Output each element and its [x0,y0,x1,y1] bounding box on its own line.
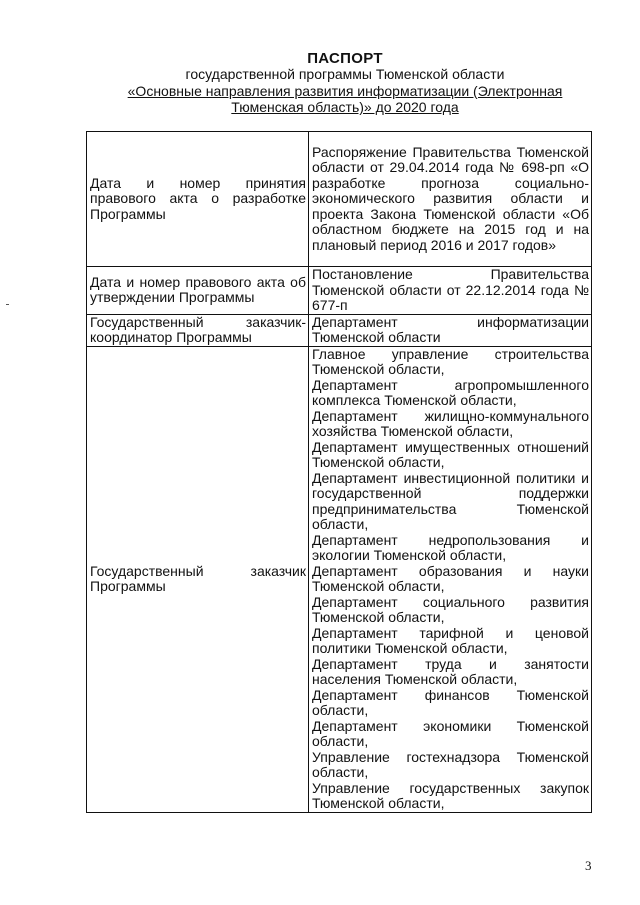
table-row [87,267,592,315]
list-item: Управление государственных закупок Тюменской области, [312,779,589,811]
row-value: Департамент информатизации Тюменской области [309,314,592,346]
list-item: Департамент экономики Тюменской области, [312,717,589,749]
program-name-line-2 [80,99,610,116]
list-item: Департамент жилищно-коммунального хозяйства Тюменской области, [312,407,589,439]
document-title: ПАСПОРТ [307,50,383,67]
list-item: Департамент финансов Тюменской области, [312,686,589,718]
list-item: Департамент социального развития Тюменской области, [312,593,589,625]
list-item: Департамент недропользования и экологии Тюменской области, [312,531,589,563]
table-row [87,314,592,346]
passport-table [86,131,592,813]
document-subtitle: государственной программы Тюменской области [185,66,505,82]
program-name-text-2: Тюменская область)» до 2020 года [231,99,459,115]
list-item: Департамент труда и занятости населения Тюменской области, [312,655,589,687]
list-item: Департамент образования и науки Тюменской области, [312,562,589,594]
row-label: Государственный заказчик-координатор Программы [87,314,309,346]
list-item: Департамент инвестиционной политики и государственной поддержки предпринимательства Тюменской области, [312,469,589,532]
customer-list [309,346,592,812]
list-item: Департамент имущественных отношений Тюменской области, [312,438,589,470]
list-item: Управление гостехнадзора Тюменской области, [312,748,589,780]
scan-margin-mark [6,304,9,305]
row-label: Дата и номер правового акта об утверждении Программы [87,267,309,315]
row-label: Государственный заказчик Программы [87,346,309,812]
list-item: Главное управление строительства Тюменской области, [312,345,589,377]
table-row [87,132,592,267]
page-number: 3 [585,858,592,873]
row-label: Дата и номер принятия правового акта о разработке Программы [87,132,309,267]
row-value: Распоряжение Правительства Тюменской области от 29.04.2014 года № 698-рп «О разработке прогноза социально-экономического развития области и проекта Закона Тюменской области «Об областном бюджете на 2015 год и на плановый период 2016 и 2017 годов» [309,132,592,267]
program-name-text-1: «Основные направления развития информатизации (Электронная [127,83,563,99]
list-item: Департамент тарифной и ценовой политики Тюменской области, [312,624,589,656]
table-row [87,346,592,812]
program-name-line-1 [80,83,610,100]
list-item: Департамент агропромышленного комплекса Тюменской области, [312,376,589,408]
row-value: Постановление Правительства Тюменской области от 22.12.2014 года № 677-п [309,267,592,315]
